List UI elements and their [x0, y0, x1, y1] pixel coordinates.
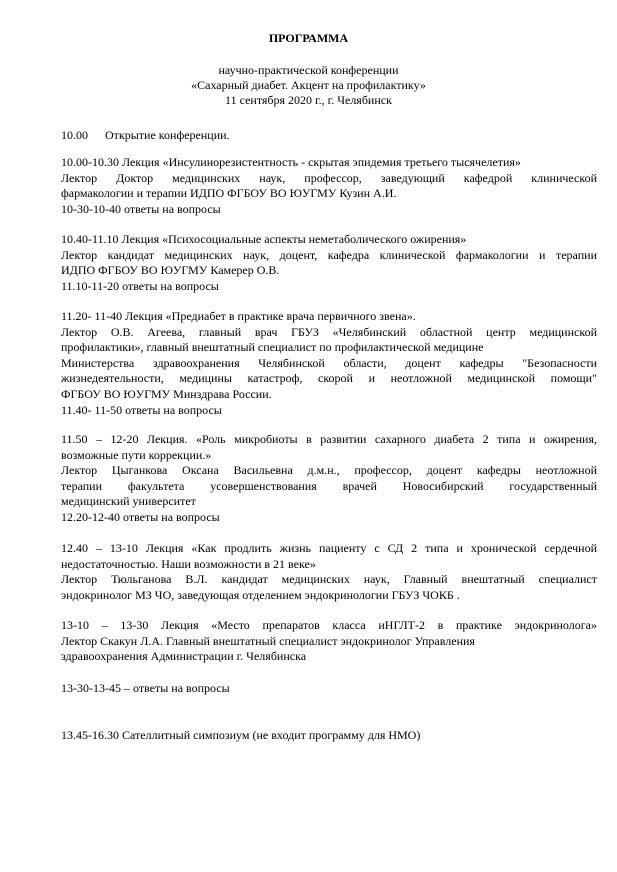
opening-time: 10.00 [61, 128, 88, 142]
opening-entry [61, 128, 597, 144]
section-line: медицинский университет [61, 494, 196, 509]
section-line: Лектор Скакун Л.А. Главный внештатный специалист эндокринолог Управления [61, 633, 475, 648]
section-line: Лектор Доктор медицинских наук, профессор, заведующий кафедрой клинической [61, 170, 597, 185]
program-section-6 [61, 618, 597, 665]
subtitle-line: научно-практической конференции [218, 63, 399, 77]
section-line: здравоохранения Администрации г. Челябинска [61, 649, 307, 664]
section-line: 10.00-10.30 Лекция «Инсулинорезистентность - скрытая эпидемия третьего тысячелетия» [61, 155, 521, 169]
section-line: Лектор Тюльганова В.Л. кандидат медицинских наук, Главный внештатный специалист [61, 572, 597, 587]
final-qa-text: 13-30-13-45 – ответы на вопросы [61, 681, 230, 695]
section-line: 12.40 – 13-10 Лекция «Как продлить жизнь пациенту с СД 2 типа и хронической сердечной [61, 541, 597, 555]
section-line: 11.50 – 12-20 Лекция. «Роль микробиоты в развитии сахарного диабета 2 типа и ожирения, [61, 432, 597, 446]
section-line: ИДПО ФГБОУ ВО ЮУГМУ Камерер О.В. [61, 263, 280, 278]
section-line: Лектор кандидат медицинских наук, доцент, кафедра клинической фармакологии и терапии [61, 247, 597, 262]
section-line: 10-30-10-40 ответы на вопросы [61, 201, 221, 216]
section-line: ФГБОУ ВО ЮУГМУ Минздрава России. [61, 386, 272, 401]
section-line: Лектор О.В. Агеева, главный врач ГБУЗ «Челябинский областной центр медицинской [61, 324, 597, 339]
program-section-2 [61, 232, 597, 294]
symposium-text: 13.45-16.30 Сателлитный симпозиум (не входит программу для НМО) [61, 728, 421, 742]
section-line: 13-10 – 13-30 Лекция «Место препаратов класса иНГЛТ-2 в практике эндокринолога» [61, 618, 597, 632]
program-section-5 [61, 541, 597, 603]
section-line: возможные пути коррекции.» [61, 447, 212, 462]
program-section-1 [61, 155, 597, 217]
document-subtitle [0, 63, 617, 108]
section-line: Лектор Цыганкова Оксана Васильевна д.м.н., профессор, доцент кафедры неотложной [61, 463, 597, 478]
section-line: 11.40- 11-50 ответы на вопросы [61, 402, 222, 417]
section-line: недостаточностью. Наши возможности в 21 веке» [61, 556, 316, 571]
section-line: терапии факультета усовершенствования врачей Новосибирский государственный [61, 478, 597, 493]
section-line: 12.20-12-40 ответы на вопросы [61, 509, 220, 524]
program-section-3 [61, 309, 597, 418]
subtitle-line: 11 сентября 2020 г., г. Челябинск [225, 93, 392, 107]
symposium-entry [61, 728, 597, 744]
section-line: Министерства здравоохранения Челябинской области, доцент кафедры "Безопасности [61, 355, 597, 370]
section-line: 11.20- 11-40 Лекция «Предиабет в практике врача первичного звена». [61, 309, 416, 323]
section-line: эндокринолог МЗ ЧО, заведующая отделением эндокринологии ГБУЗ ЧОКБ . [61, 587, 460, 602]
document-title: ПРОГРАММА [268, 31, 349, 45]
program-section-4 [61, 432, 597, 526]
final-qa-entry [61, 681, 597, 697]
section-line: жизнедеятельности, медицины катастроф, скорой и неотложной медицинской помощи" [61, 371, 597, 386]
subtitle-line: «Сахарный диабет. Акцент на профилактику» [191, 78, 426, 92]
section-line: профилактики», главный внештатный специалист по профилактической медицине [61, 340, 484, 355]
section-line: 10.40-11.10 Лекция «Психосоциальные аспекты неметаболического ожирения» [61, 232, 467, 246]
opening-text: Открытие конференции. [105, 128, 230, 142]
section-line: 11.10-11-20 ответы на вопросы [61, 278, 219, 293]
section-line: фармакологии и терапии ИДПО ФГБОУ ВО ЮУГМУ Кузин А.И. [61, 186, 397, 201]
